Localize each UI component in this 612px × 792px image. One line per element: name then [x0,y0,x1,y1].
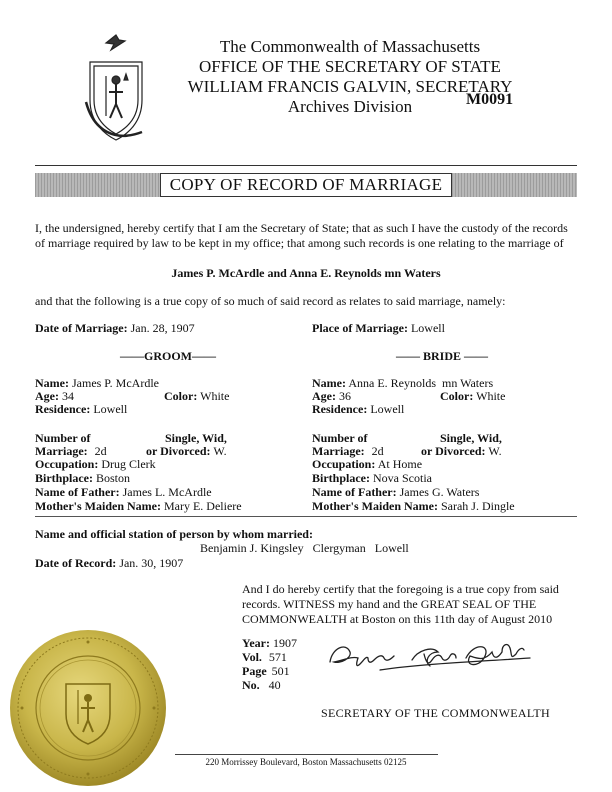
groom-age-value: 34 [62,389,74,403]
bride-mother-label: Mother's Maiden Name: [312,499,438,513]
groom-name [35,376,159,390]
header-commonwealth: The Commonwealth of Massachusetts [219,37,481,56]
bride-mother [312,499,515,513]
groom-heading-text: GROOM [144,349,192,363]
couple-names: James P. McArdle and Anna E. Reynolds mn Waters [171,266,441,280]
header-secretary: WILLIAM FRANCIS GALVIN, SECRETARY [187,77,513,96]
bride-status-label2: or Divorced: [421,444,486,458]
groom-birthplace [35,471,130,485]
document-title: COPY OF RECORD OF MARRIAGE [160,173,452,197]
record-number-value: 40 [268,678,281,692]
record-volume [242,650,287,664]
groom-status [146,444,227,458]
officiant-value: Benjamin J. Kingsley Clergyman Lowell [200,541,409,555]
attestation-paragraph: And I do hereby certify that the foregoing is a true copy from said records. WITNESS my hand and the GREAT SEAL OF THE COMMONWEALTH at Boston on this 11th day of August 2010 [242,582,559,626]
record-page-label: Page [242,664,267,678]
bride-marriage-number [312,444,384,458]
groom-birthplace-label: Birthplace: [35,471,93,485]
groom-occupation-label: Occupation: [35,457,99,471]
bride-status [421,444,502,458]
groom-marriage-number [35,444,107,458]
bride-residence [312,402,404,416]
marriage-date-value: Jan. 28, 1907 [130,321,195,335]
bride-birthplace [312,471,432,485]
marriage-place-value: Lowell [410,321,445,335]
groom-color [164,389,229,403]
secretary-signature [320,632,550,682]
bride-color-value: White [476,389,506,403]
groom-residence-value: Lowell [93,402,128,416]
groom-name-value: James P. McArdle [71,376,159,390]
bride-age-label: Age: [312,389,336,403]
bride-name-label: Name: [312,376,346,390]
record-date-value: Jan. 30, 1907 [119,556,184,570]
bride-marriage-label: Marriage: [312,444,365,458]
bride-status-label [440,431,502,445]
record-year [242,636,297,650]
bride-occupation-label: Occupation: [312,457,376,471]
record-volume-label: Vol. [242,650,262,664]
groom-status-label2: or Divorced: [146,444,211,458]
groom-residence-label: Residence: [35,402,91,416]
bride-age-value: 36 [339,389,351,403]
bride-number-label [312,431,367,445]
bride-status-value: W. [488,444,502,458]
bride-birthplace-label: Birthplace: [312,471,370,485]
groom-number-label [35,431,90,445]
record-number-label: No. [242,678,260,692]
header-division: Archives Division [287,97,413,116]
bride-heading-text: BRIDE [423,349,462,363]
bride-occupation-value: At Home [377,457,423,471]
marriage-date [35,321,195,335]
state-seal-top [76,32,156,150]
groom-mother-value: Mary E. Deliere [163,499,242,513]
marriage-place [312,321,445,335]
groom-birthplace-value: Boston [96,471,131,485]
header-office: OFFICE OF THE SECRETARY OF STATE [199,57,501,76]
record-number [242,678,281,692]
groom-color-label: Color: [164,389,198,403]
bride-birthplace-value: Nova Scotia [373,471,432,485]
record-volume-value: 571 [268,650,287,664]
bride-occupation [312,457,422,471]
secretary-title: SECRETARY OF THE COMMONWEALTH [321,706,550,720]
bride-father-value: James G. Waters [399,485,480,499]
groom-mother [35,499,242,513]
marriage-place-label: Place of Marriage: [312,321,408,335]
groom-number-of: Number of [35,431,91,445]
groom-name-label: Name: [35,376,69,390]
bride-father [312,485,479,499]
record-year-label: Year: [242,636,270,650]
bride-father-label: Name of Father: [312,485,397,499]
bride-color [440,389,505,403]
groom-marriage-label: Marriage: [35,444,88,458]
bride-name-value: Anna E. Reynolds mn Waters [348,376,494,390]
divider [35,516,577,517]
groom-occupation [35,457,156,471]
true-copy-statement: and that the following is a true copy of so much of said record as relates to said marriage, namely: [35,294,506,308]
bride-marriage-number-value: 2d [371,444,384,458]
bride-number-of: Number of [312,431,368,445]
groom-age-label: Age: [35,389,59,403]
record-date-label: Date of Record: [35,556,117,570]
bride-residence-value: Lowell [370,402,405,416]
groom-age [35,389,74,403]
bride-heading: —— BRIDE —— [396,349,489,363]
groom-heading: ——GROOM—— [120,349,216,363]
groom-status-label [165,431,227,445]
bride-name [312,376,493,390]
groom-marriage-number-value: 2d [94,444,107,458]
bride-color-label: Color: [440,389,474,403]
bride-age [312,389,351,403]
certification-paragraph: I, the undersigned, hereby certify that I am the Secretary of State; that as such I have the custody of the records of marriage required by law to be kept in my office; that among such records is one relating to the marriage of [35,221,568,250]
marriage-date-label: Date of Marriage: [35,321,128,335]
divider [35,165,577,166]
groom-occupation-value: Drug Clerk [101,457,156,471]
record-date [35,556,183,570]
document-id: M0091 [466,91,514,108]
record-year-value: 1907 [272,636,297,650]
record-page [242,664,290,678]
groom-status-value: W. [213,444,227,458]
groom-father [35,485,212,499]
groom-status-label1: Single, Wid, [165,431,227,445]
footer-divider [175,754,438,755]
groom-father-label: Name of Father: [35,485,120,499]
groom-father-value: James L. McArdle [122,485,212,499]
groom-mother-label: Mother's Maiden Name: [35,499,161,513]
footer-address: 220 Morrissey Boulevard, Boston Massachusetts 02125 [205,757,407,767]
bride-residence-label: Residence: [312,402,368,416]
bride-mother-value: Sarah J. Dingle [440,499,515,513]
officiant-label: Name and official station of person by whom married: [35,527,313,541]
record-page-value: 501 [271,664,290,678]
groom-color-value: White [200,389,230,403]
bride-status-label1: Single, Wid, [440,431,502,445]
groom-residence [35,402,127,416]
